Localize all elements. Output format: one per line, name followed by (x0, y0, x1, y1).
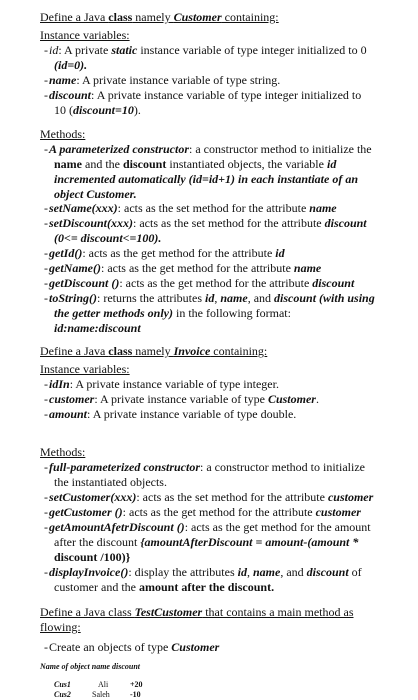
invoice-setcustomer-item: -setCustomer(xxx): acts as the set method for the attribute customer (44, 490, 374, 504)
customer-getdiscount-item: -getDiscount (): acts as the get method for the attribute discount (44, 276, 355, 290)
table-row-2-discount: -10 (130, 690, 141, 699)
table-header: Name of object name discount (40, 662, 140, 671)
table-row-2-name: Saleh (92, 690, 110, 699)
invoice-constructor-item: -full-parameterized constructor: a constructor method to initialize the instantiated objects. (44, 460, 365, 489)
test-create-item: -Create an objects of type Customer (44, 640, 220, 654)
invoice-vars-label: Instance variables: (40, 362, 130, 376)
invoice-getcustomer-item: -getCustomer (): acts as the get method for the attribute customer (44, 505, 361, 519)
customer-name-item: -name: A private instance variable of type string. (44, 73, 281, 87)
invoice-amount-item: -amount: A private instance variable of type double. (44, 407, 297, 421)
customer-tostring-item: -toString(): returns the attributes id, name, and discount (with using the getter methods only) in the following format: id:name:discount (44, 291, 375, 335)
invoice-getamount-item: -getAmountAfetrDiscount (): acts as the get method for the amount after the discount {amountAfterDiscount = amount-(amount * discount /100)} (44, 520, 371, 564)
invoice-display-item: -displayInvoice(): display the attributes id, name, and discount of customer and the amount after the discount. (44, 565, 362, 594)
customer-setdiscount-item: -setDiscount(xxx): acts as the set method for the attribute discount (0<= discount<=100). (44, 216, 367, 245)
customer-vars-label: Instance variables: (40, 28, 130, 42)
invoice-methods-label: Methods: (40, 445, 86, 459)
table-row-2-object: Cus2 (54, 690, 71, 699)
table-row-1-name: Ali (98, 680, 109, 689)
table-row-1-object: Cus1 (54, 680, 71, 689)
customer-setname-item: -setName(xxx): acts as the set method for the attribute name (44, 201, 337, 215)
customer-getid-item: -getId(): acts as the get method for the attribute id (44, 246, 285, 260)
customer-getname-item: -getName(): acts as the get method for the attribute name (44, 261, 322, 275)
customer-id-item: -id: A private static instance variable of type integer initialized to 0 (id=0). (44, 43, 367, 72)
customer-discount-item: -discount: A private instance variable of type integer initialized to 10 (discount=10). (44, 88, 362, 117)
table-row-1-discount: +20 (130, 680, 143, 689)
invoice-class-heading: Define a Java class namely Invoice containing: (40, 344, 268, 358)
customer-methods-label: Methods: (40, 127, 86, 141)
test-class-heading: Define a Java class TestCustomer that contains a main method as flowing: (40, 605, 354, 634)
invoice-idin-item: -idIn: A private instance variable of type integer. (44, 377, 279, 391)
customer-class-heading: Define a Java class namely Customer containing: (40, 10, 279, 24)
invoice-customer-item: -customer: A private instance variable of type Customer. (44, 392, 319, 406)
customer-constructor-item: -A parameterized constructor: a constructor method to initialize the name and the discount instantiated objects, the variable id incremented automatically (id=id+1) in each instantiate of an object Customer. (44, 142, 372, 201)
